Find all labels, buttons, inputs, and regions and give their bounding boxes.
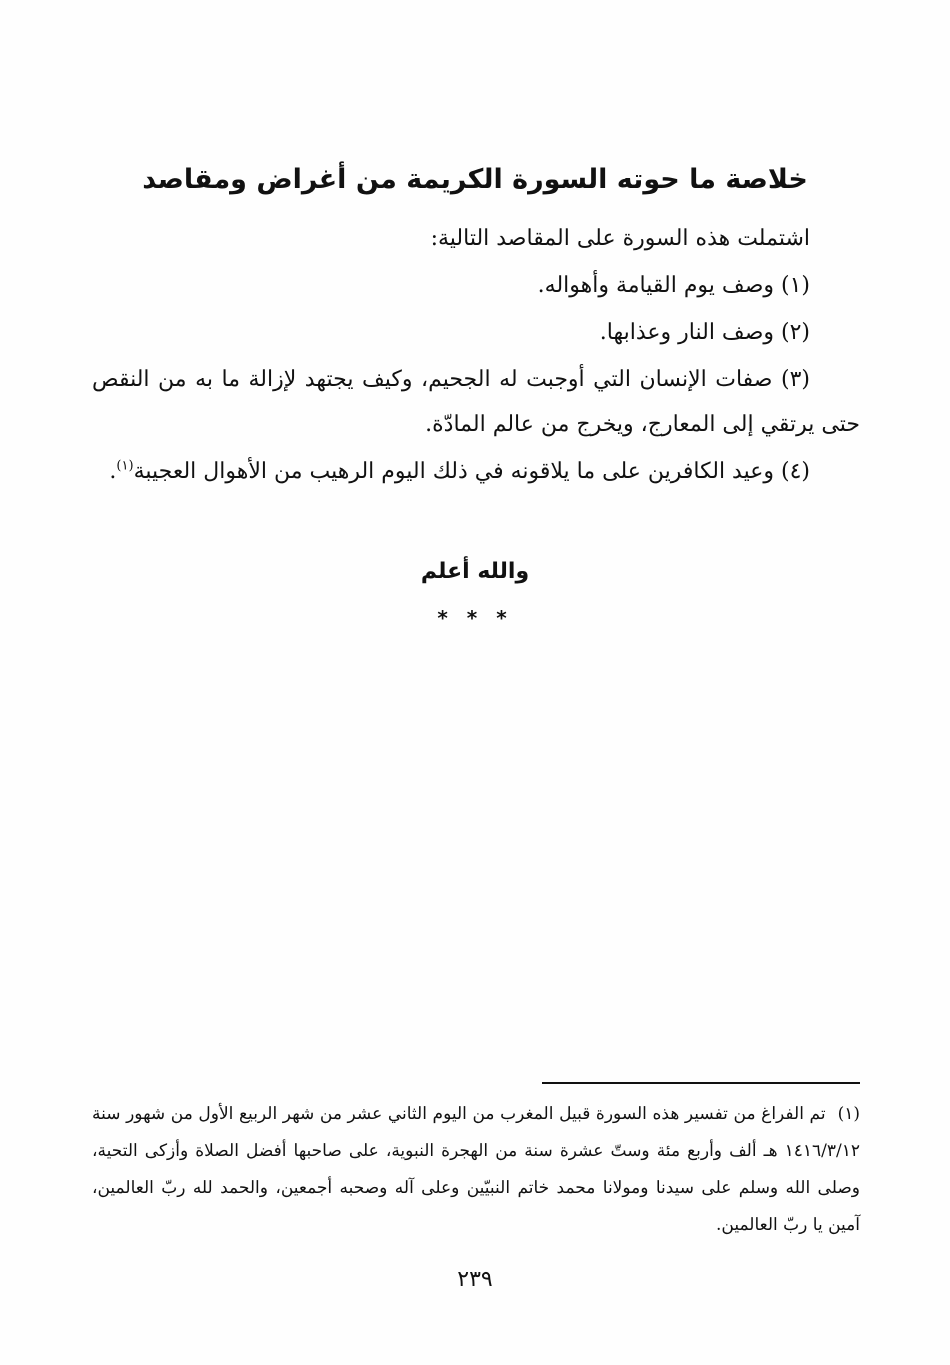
footnote-number: (١) [837,1104,860,1124]
list-item: (٢) وصف النار وعذابها. [599,320,810,345]
closing-phrase: والله أعلم [420,559,530,584]
section-heading: خلاصة ما حوته السورة الكريمة من أغراض ومقاصد [142,164,808,195]
section-separator: * * * [437,606,513,630]
list-item-text: (٤) وعيد الكافرين على ما يلاقونه في ذلك اليوم الرهيب من الأهوال العجيبة [133,459,810,484]
footnote [92,1096,860,1244]
list-item: (٣) صفات الإنسان التي أوجبت له الجحيم، وكيف يجتهد لإزالة ما به من النقص حتى يرتقي إلى المعارج، ويخرج من عالم المادّة. [92,367,860,437]
footnote-divider [542,1082,860,1084]
page-number: ٢٣٩ [457,1267,493,1292]
footnote-text: تم الفراغ من تفسير هذه السورة قبيل المغرب من اليوم الثاني عشر من شهر الربيع الأول من شهور سنة ١٤١٦/٣/١٢ هـ ألف وأربع مئة وستّ عشرة سنة من الهجرة النبوية، على صاحبها أفضل الصلاة وأزكى التحية، وصلى الله وسلم على سيدنا ومولانا محمد خاتم النبيّين وعلى آله وصحبه أجمعين، والحمد لله ربّ العالمين، آمين يا ربّ العالمين. [92,1104,860,1235]
list-item-with-footnote [92,449,860,494]
list-item: (١) وصف يوم القيامة وأهواله. [537,273,810,298]
footnote-reference[interactable]: (١) [116,458,134,474]
list-item-end-punct: . [109,459,117,484]
intro-paragraph: اشتملت هذه السورة على المقاصد التالية: [430,226,810,251]
body-text [92,216,860,496]
